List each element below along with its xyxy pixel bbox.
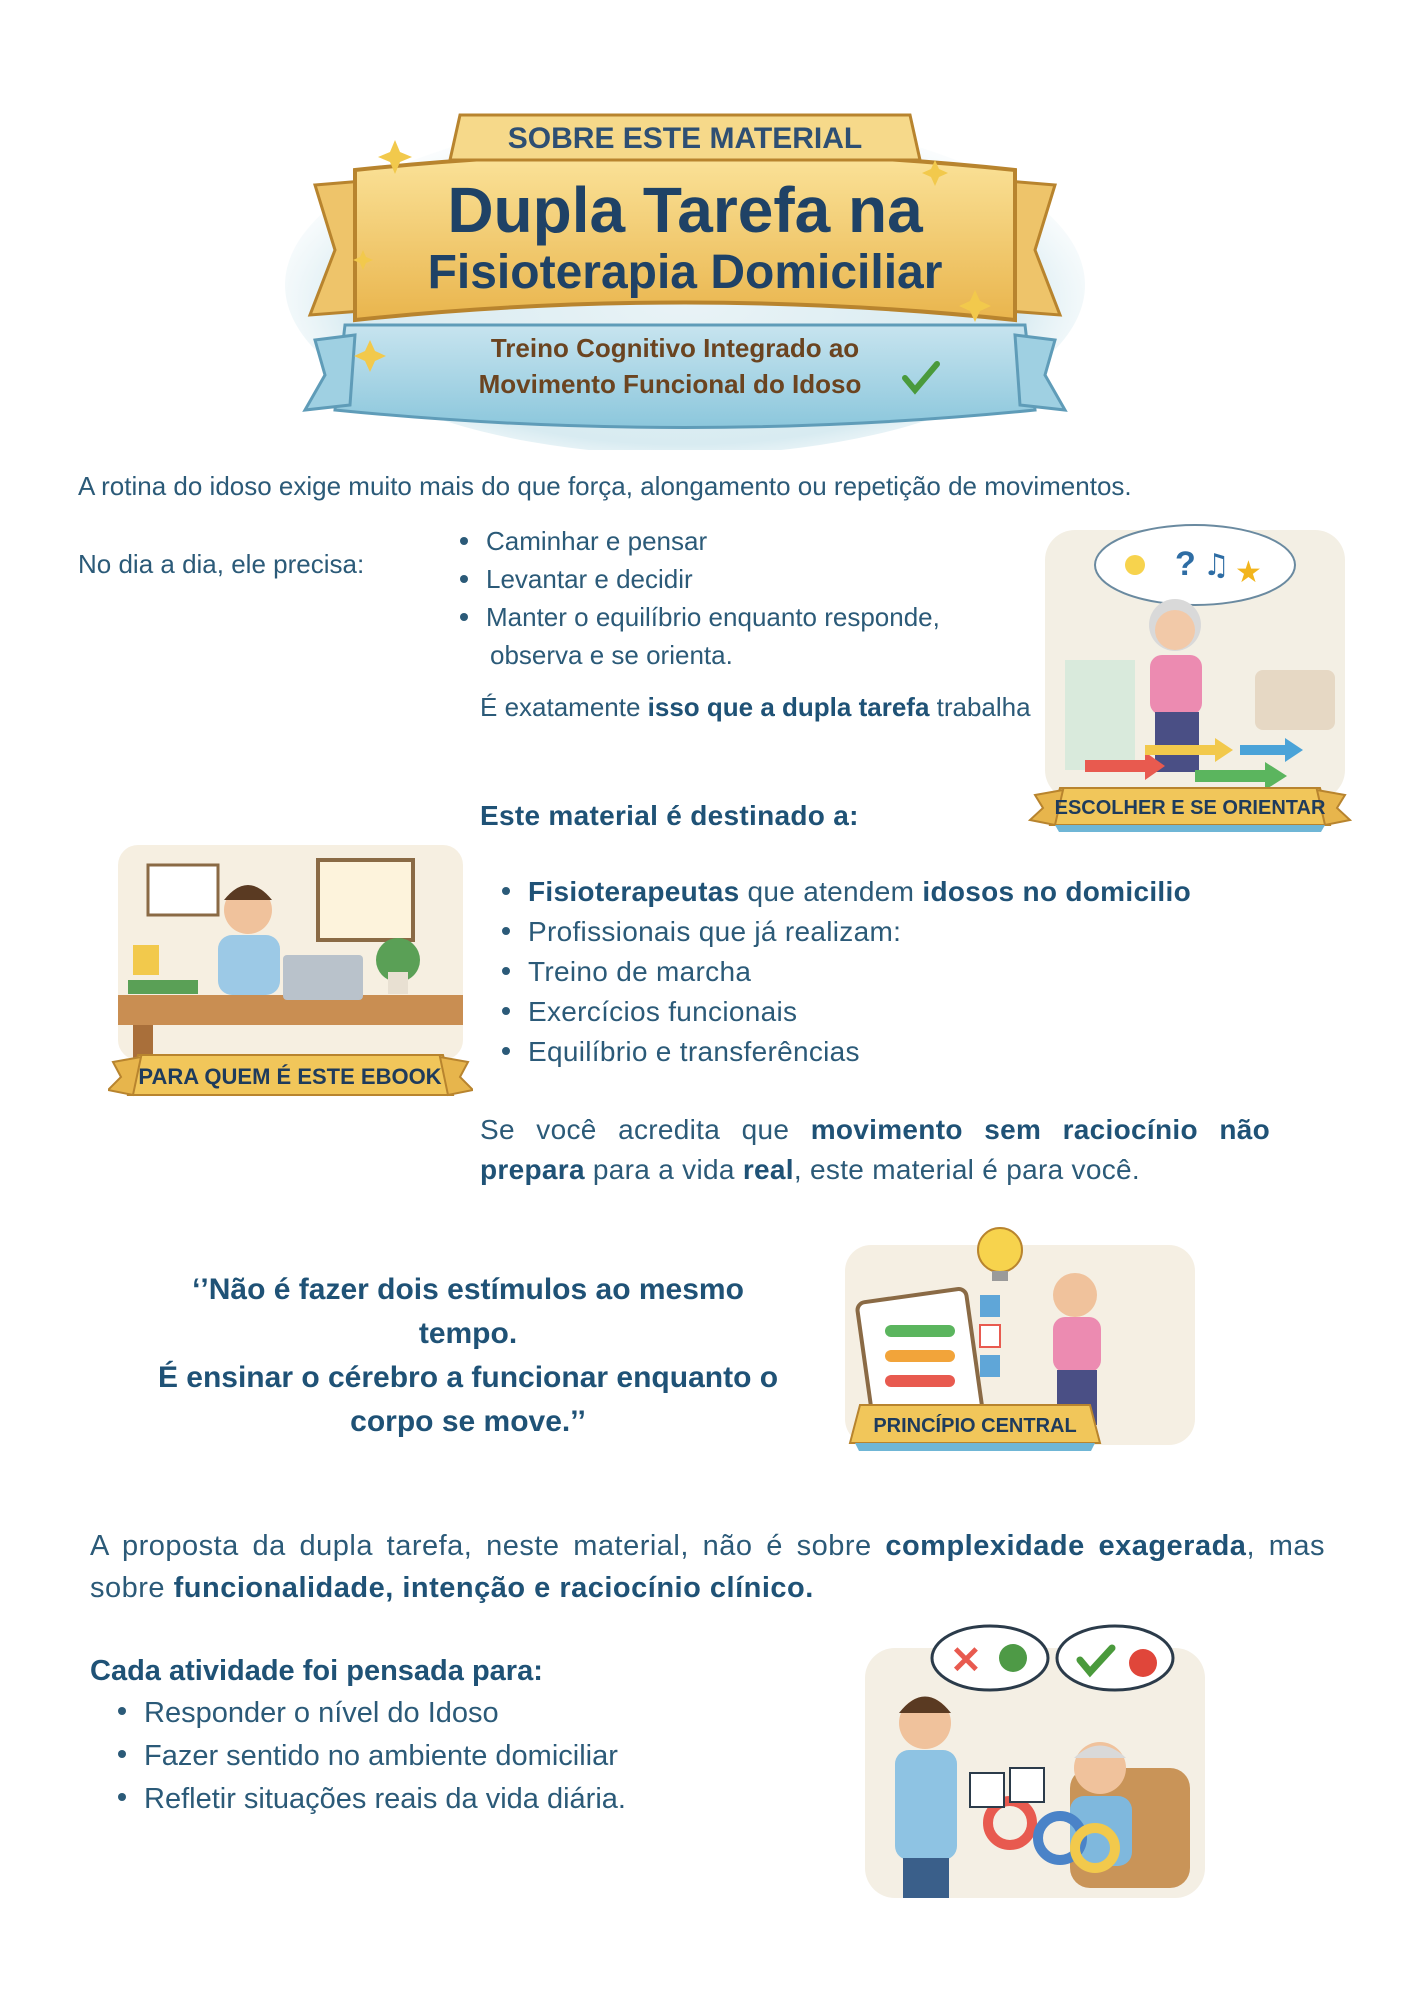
needs-item-continuation: observa e se orienta. <box>490 640 733 670</box>
intro-text: A rotina do idoso exige muito mais do que força, alongamento ou repetição de movimentos. <box>78 471 1132 501</box>
activities-item: Responder o nível do Idoso <box>144 1692 810 1735</box>
activities-item: Refletir situações reais da vida diária. <box>144 1778 810 1821</box>
laptop-icon <box>283 955 363 1000</box>
quote-line: É ensinar o cérebro a funcionar enquanto o <box>157 1361 779 1394</box>
svg-text:♫: ♫ <box>1203 548 1230 583</box>
star-icon: ★ <box>1235 555 1262 590</box>
quote-line: corpo se move.’’ <box>350 1405 586 1438</box>
title-banner <box>275 110 1095 450</box>
ribbon-orient-label: ESCOLHER E SE ORIENTAR <box>1054 797 1326 819</box>
ribbon-principle-label: PRINCÍPIO CENTRAL <box>873 1415 1077 1437</box>
activities-item: Fazer sentido no ambiente domiciliar <box>144 1735 810 1778</box>
central-quote <box>108 1268 828 1444</box>
needs-item: Manter o equilíbrio enquanto responde, <box>486 598 1012 636</box>
activities-list <box>110 1692 810 1821</box>
audience-closing: Se você acredita que movimento sem raciocínio não prepara para a vida real, este material é para você. <box>480 1114 1271 1185</box>
banner-graphic <box>275 110 1095 450</box>
lightbulb-icon <box>1125 555 1145 575</box>
illustration-ebook <box>108 840 473 1110</box>
needs-label: No dia a dia, ele precisa: <box>78 549 365 579</box>
tomato-icon <box>1129 1649 1157 1677</box>
audience-item: Exercícios funcionais <box>528 992 1314 1032</box>
lightbulb-icon <box>978 1228 1022 1272</box>
ribbon-ebook-label: PARA QUEM É ESTE EBOOK <box>138 1064 442 1089</box>
needs-item: Levantar e decidir <box>486 560 1012 598</box>
illustration-principle <box>835 1215 1205 1475</box>
needs-list <box>452 522 1012 674</box>
needs-item: Caminhar e pensar <box>486 522 1012 560</box>
illustration-therapy <box>845 1618 1220 1908</box>
svg-text:?: ? <box>1175 545 1196 583</box>
audience-item: Treino de marcha <box>528 952 1314 992</box>
banner-subtitle-line1: Treino Cognitivo Integrado ao <box>490 333 860 363</box>
quote-line: ‘’Não é fazer dois estímulos ao mesmo <box>192 1273 744 1306</box>
audience-heading: Este material é destinado a: <box>480 800 859 831</box>
exact-sentence: É exatamente isso que a dupla tarefa trabalha <box>480 692 1031 722</box>
audience-item: Fisioterapeutas que atendem idosos no domicilio <box>528 872 1314 912</box>
audience-list <box>494 872 1314 1072</box>
proposal-text: A proposta da dupla tarefa, neste material, não é sobre complexidade exagerada, mas sobre funcionalidade, intenção e raciocínio clínico. <box>90 1530 1326 1604</box>
audience-item: Profissionais que já realizam: <box>528 912 1314 952</box>
activities-heading: Cada atividade foi pensada para: <box>90 1655 543 1687</box>
cross-icon: ✕ <box>950 1640 982 1682</box>
audience-item: Equilíbrio e transferências <box>528 1032 1314 1072</box>
banner-subtitle-line2: Movimento Funcional do Idoso <box>478 369 862 399</box>
banner-title-line1: Dupla Tarefa na <box>447 174 923 246</box>
banner-top-label: SOBRE ESTE MATERIAL <box>507 122 863 155</box>
quote-line: tempo. <box>418 1317 518 1350</box>
illustration-orient <box>1025 520 1355 840</box>
broccoli-icon <box>999 1644 1027 1672</box>
banner-title-line2: Fisioterapia Domiciliar <box>427 246 943 299</box>
